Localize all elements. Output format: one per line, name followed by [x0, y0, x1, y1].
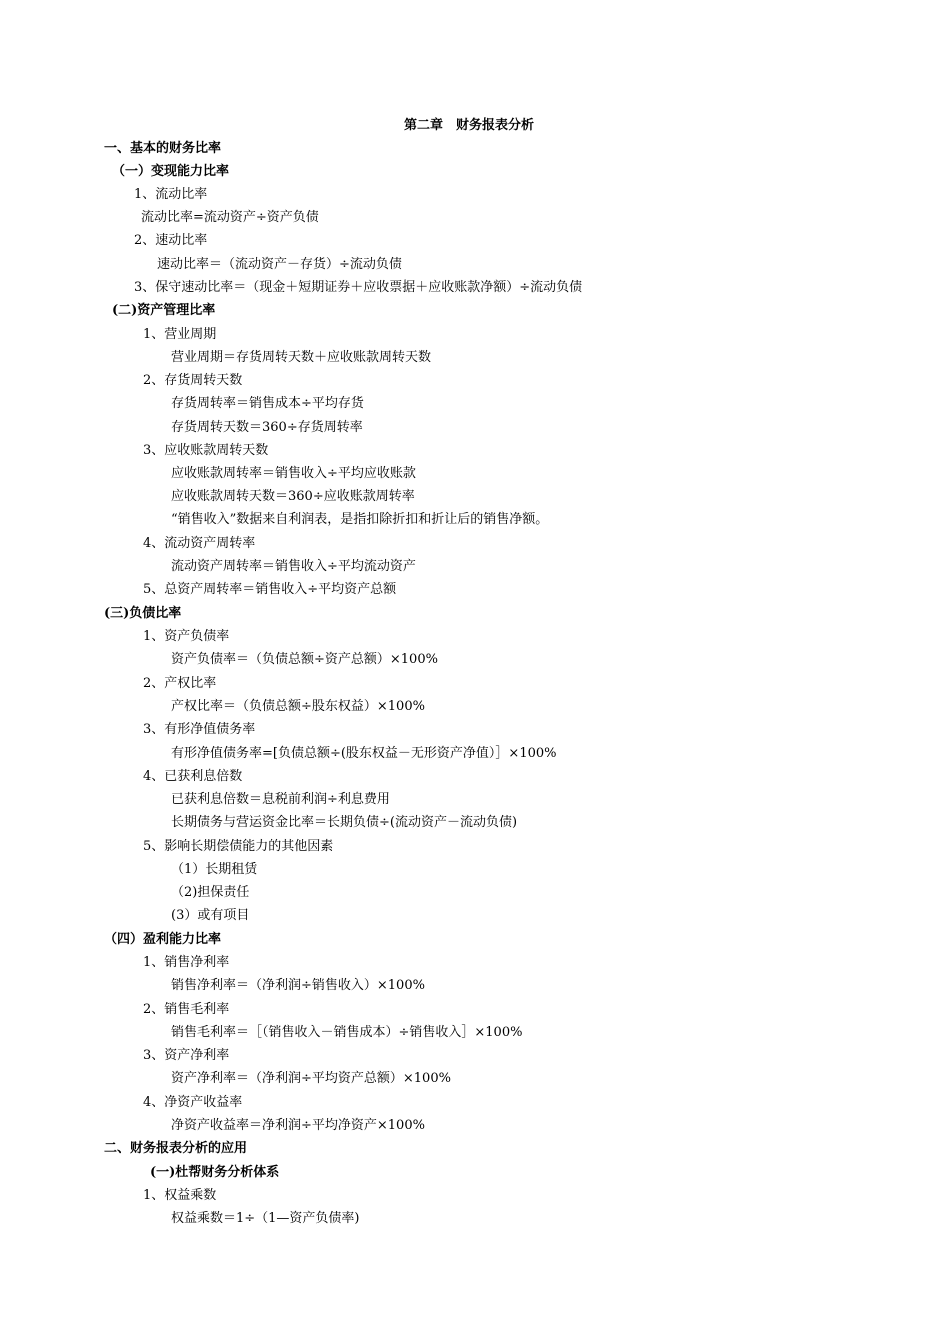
section-heading: 二、财务报表分析的应用 [104, 1141, 248, 1156]
item-heading: 2、存货周转天数 [143, 373, 243, 388]
formula-line: 资产负债率＝（负债总额÷资产总额）×100% [171, 652, 438, 667]
formula-line: 权益乘数＝1÷（1—资产负债率) [171, 1211, 360, 1226]
item-heading: 4、流动资产周转率 [143, 536, 256, 551]
item-heading: 5、影响长期偿债能力的其他因素 [143, 839, 334, 854]
formula-line: 销售毛利率＝［（销售收入－销售成本）÷销售收入］×100% [171, 1025, 523, 1040]
item-heading: 2、销售毛利率 [143, 1002, 230, 1017]
item-heading: 3、应收账款周转天数 [143, 443, 269, 458]
section-heading: 一、基本的财务比率 [104, 141, 222, 156]
formula-line: 销售净利率＝（净利润÷销售收入）×100% [171, 978, 425, 993]
subsection-heading: (二)资产管理比率 [112, 303, 216, 318]
item-heading: 1、资产负债率 [143, 629, 230, 644]
formula-line: 应收账款周转天数＝360÷应收账款周转率 [171, 489, 415, 504]
note-line: “销售收入”数据来自利润表，是指扣除折扣和折让后的销售净额。 [171, 512, 549, 527]
formula-line: 营业周期＝存货周转天数＋应收账款周转天数 [171, 350, 432, 365]
subsection-heading: （一）变现能力比率 [112, 164, 230, 179]
item-heading: 2、速动比率 [134, 233, 208, 248]
subsection-heading: (一)杜帮财务分析体系 [150, 1165, 280, 1180]
item-heading: 3、有形净值债务率 [143, 722, 256, 737]
list-item: （1）长期租赁 [171, 862, 258, 877]
subsection-heading: （四）盈利能力比率 [104, 932, 222, 947]
item-heading: 1、营业周期 [143, 327, 217, 342]
formula-line: 有形净值债务率=[负债总额÷(股东权益－无形资产净值）］×100% [171, 746, 557, 761]
item-heading: 2、产权比率 [143, 676, 217, 691]
item-heading: 4、已获利息倍数 [143, 769, 243, 784]
formula-line: 流动资产周转率＝销售收入÷平均流动资产 [171, 559, 416, 574]
formula-line: 应收账款周转率＝销售收入÷平均应收账款 [171, 466, 416, 481]
formula-line: 产权比率＝（负债总额÷股东权益）×100% [171, 699, 425, 714]
formula-line: 资产净利率＝（净利润÷平均资产总额）×100% [171, 1071, 451, 1086]
item-heading: 4、净资产收益率 [143, 1095, 243, 1110]
item-heading: 3、保守速动比率＝（现金＋短期证券＋应收票据＋应收账款净额）÷流动负债 [134, 280, 583, 295]
formula-line: 存货周转率＝销售成本÷平均存货 [171, 396, 364, 411]
item-heading: 5、总资产周转率＝销售收入÷平均资产总额 [143, 582, 397, 597]
list-item: （2)担保责任 [171, 885, 250, 900]
formula-line: 净资产收益率＝净利润÷平均净资产×100% [171, 1118, 425, 1133]
formula-line: 存货周转天数＝360÷存货周转率 [171, 420, 363, 435]
formula-line: 长期债务与营运资金比率＝长期负债÷(流动资产－流动负债) [171, 815, 518, 830]
item-heading: 3、资产净利率 [143, 1048, 230, 1063]
list-item: (3）或有项目 [171, 908, 250, 923]
formula-line: 速动比率＝（流动资产－存货）÷流动负债 [157, 257, 402, 272]
item-heading: 1、流动比率 [134, 187, 208, 202]
formula-line: 已获利息倍数＝息税前利润÷利息费用 [171, 792, 390, 807]
page-title: 第二章 财务报表分析 [404, 118, 535, 133]
subsection-heading: (三)负债比率 [104, 606, 182, 621]
item-heading: 1、销售净利率 [143, 955, 230, 970]
formula-line: 流动比率=流动资产÷资产负债 [141, 210, 319, 225]
item-heading: 1、权益乘数 [143, 1188, 217, 1203]
